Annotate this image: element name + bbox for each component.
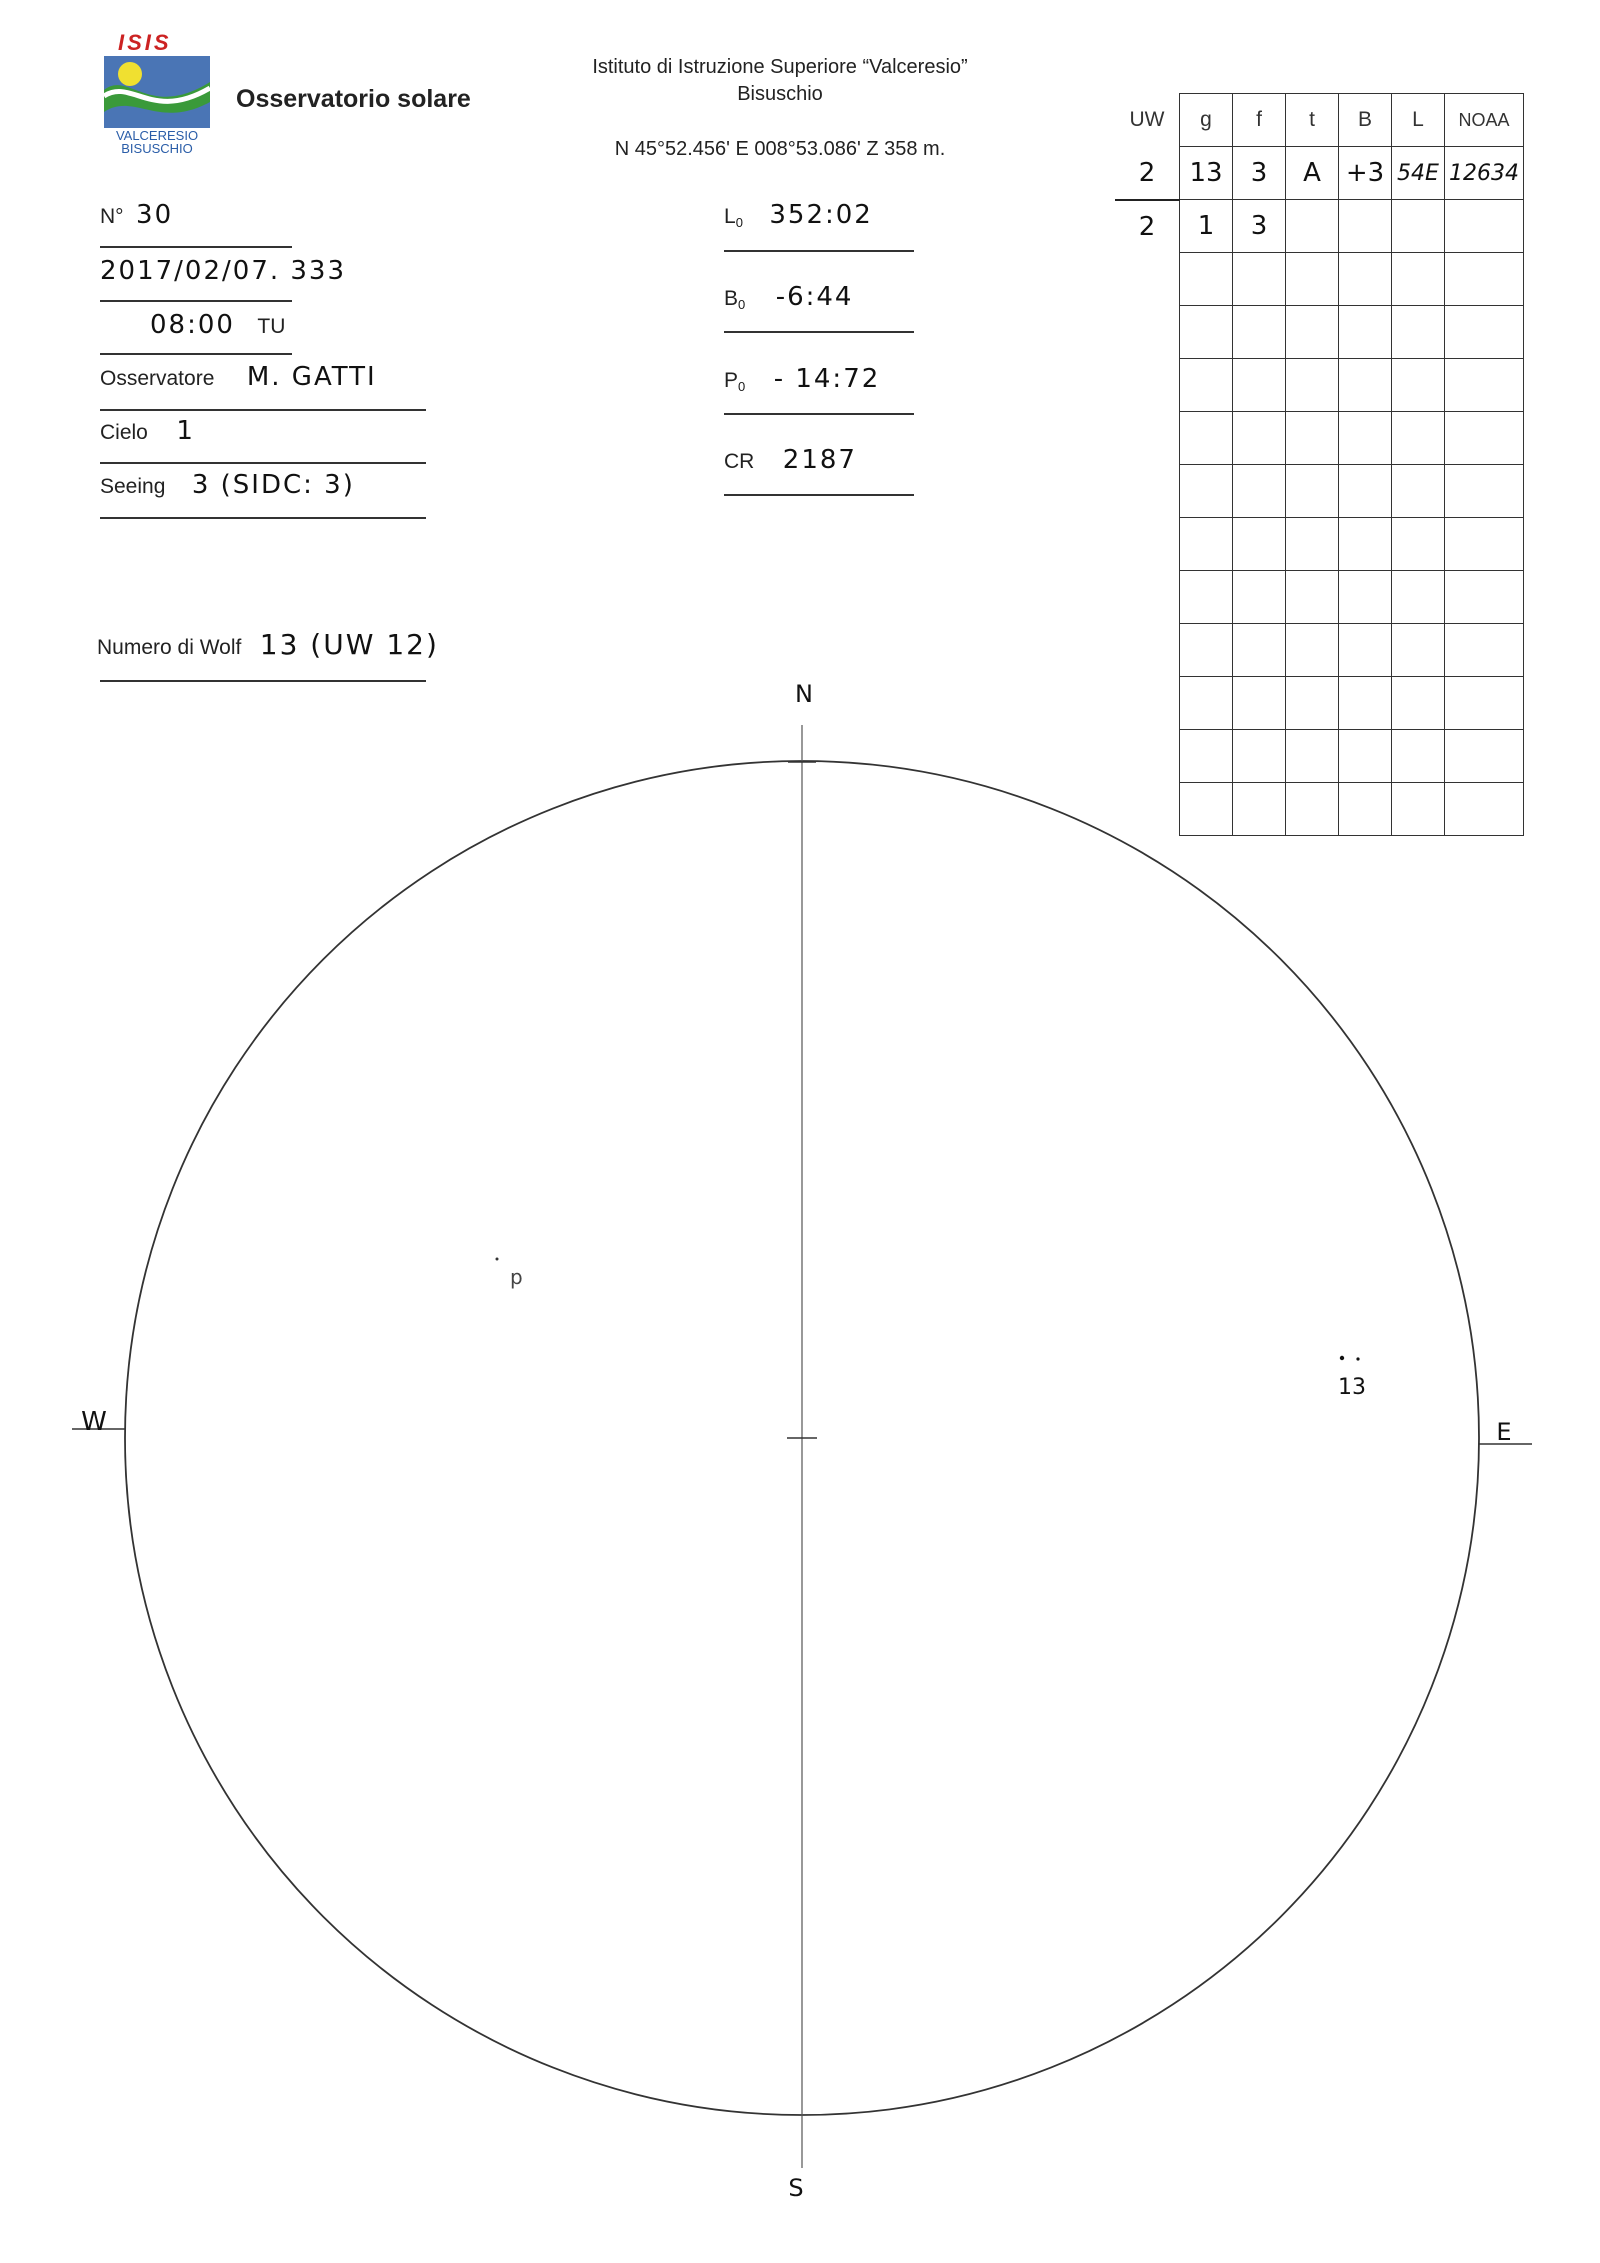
pore-dot	[496, 1258, 499, 1261]
observatory-title: Osservatorio solare	[236, 85, 471, 113]
cell-text: 1	[1197, 211, 1215, 241]
b0-label: B	[724, 287, 739, 310]
pore-label: p	[510, 1265, 523, 1289]
sky-label: Cielo	[100, 421, 148, 444]
observer-label: Osservatore	[100, 367, 215, 390]
header-noaa: NOAA	[1445, 94, 1524, 147]
number-value: 30	[136, 200, 174, 230]
time-value: 08:00	[150, 310, 235, 340]
date-value: 2017/02/07. 333	[100, 256, 347, 286]
cell-text: 2	[1138, 211, 1156, 242]
sunspot-group-label: 13	[1338, 1375, 1366, 1400]
sunspot-dot	[1340, 1356, 1344, 1360]
wolf-value: 13 (UW 12)	[259, 628, 439, 661]
sky-value: 1	[176, 416, 195, 446]
logo-caption-line1: VALCERESIO	[115, 128, 199, 143]
observer-value: M. GATTI	[246, 362, 377, 392]
seeing-label: Seeing	[100, 475, 166, 498]
number-label: N°	[100, 205, 124, 228]
cell-text: 3	[1250, 158, 1268, 188]
south-label: S	[788, 2174, 804, 2202]
cr-value: 2187	[782, 445, 857, 475]
cell-text: A	[1303, 158, 1321, 188]
b0-subscript: 0	[738, 297, 746, 313]
cell-text: 54E	[1397, 160, 1439, 186]
wolf-label: Numero di Wolf	[97, 636, 242, 659]
p0-label: P	[724, 369, 739, 392]
l0-value: 352:02	[769, 200, 873, 230]
time-unit: TU	[257, 315, 286, 338]
header-f: f	[1233, 94, 1286, 147]
cell-text: 13	[1189, 158, 1223, 188]
header-g: g	[1180, 94, 1233, 147]
header-b: B	[1339, 94, 1392, 147]
sunspot-dot	[1356, 1357, 1359, 1360]
cell-text: +3	[1345, 158, 1385, 188]
institute-name: Istituto di Istruzione Superiore “Valceresio”	[592, 56, 968, 78]
l0-label: L	[724, 205, 736, 228]
b0-value: -6:44	[775, 282, 854, 312]
east-label: E	[1496, 1418, 1512, 1446]
north-label: N	[795, 680, 813, 708]
cell-text: 12634	[1449, 160, 1519, 186]
observatory-coordinates: N 45°52.456' E 008°53.086' Z 358 m.	[614, 138, 946, 160]
cell-text: 2	[1138, 157, 1156, 188]
p0-subscript: 0	[738, 379, 746, 395]
seeing-value: 3 (SIDC: 3)	[191, 470, 355, 500]
cr-label: CR	[724, 450, 755, 473]
institute-town: Bisuschio	[737, 83, 823, 105]
header-t: t	[1286, 94, 1339, 147]
header-l: L	[1392, 94, 1445, 147]
p0-value: - 14:72	[773, 364, 881, 394]
cell-text: 3	[1250, 211, 1268, 241]
logo-caption-line2: BISUSCHIO	[121, 141, 193, 156]
logo-mark-text: ISIS	[118, 30, 172, 55]
header-uw: UW	[1129, 108, 1165, 131]
west-label: W	[81, 1407, 107, 1437]
l0-subscript: 0	[735, 215, 743, 231]
